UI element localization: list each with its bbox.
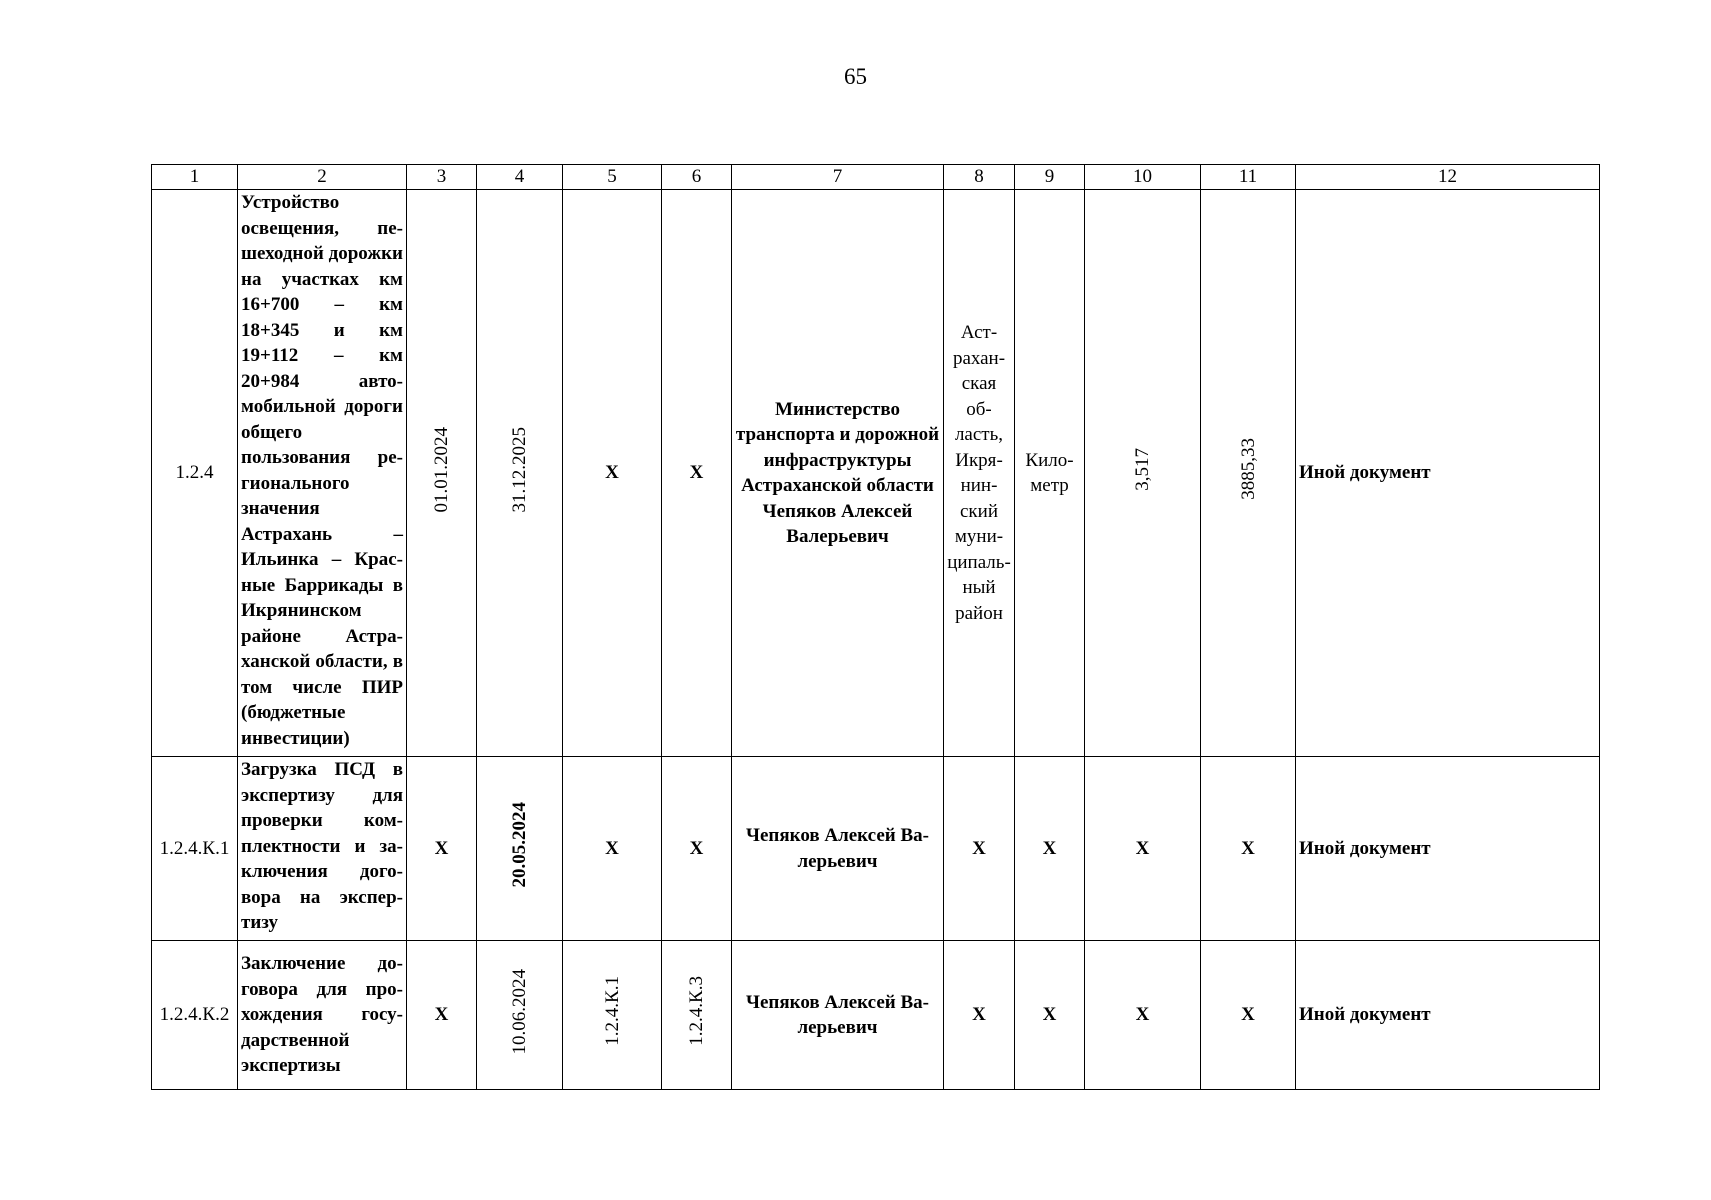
column-number: 10 [1085,165,1201,190]
document-type: Иной документ [1296,757,1600,941]
row-code: 1.2.4.К.1 [152,757,238,941]
cell-6: Х [662,190,732,757]
column-number: 12 [1296,165,1600,190]
cell-6: Х [662,757,732,941]
end-date: 10.06.2024 [477,941,563,1090]
table-row [152,941,1600,1090]
page-number: 65 [844,64,867,89]
table-row [152,757,1600,941]
territory: Астраханская область, Икрянинский муниципальный район [944,190,1015,757]
start-date: Х [407,757,477,941]
cell-5: 1.2.4.К.1 [563,941,662,1090]
cost: Х [1201,941,1296,1090]
column-number: 2 [238,165,407,190]
document-type: Иной документ [1296,190,1600,757]
column-number: 5 [563,165,662,190]
plan-table [151,164,1600,1090]
activity-name: Загрузка ПСД в экспертизу для проверки комплектности и заключения договора на экспертизу [238,757,407,941]
start-date: 01.01.2024 [407,190,477,757]
activity-name: Устройство освещения, пешеходной дорожки на участках км 16+700 – км 18+345 и км 19+112 – км 20+984 автомобильной дороги общего пользования регионального значения Астрахань – Ильинка – Красные Баррикады в Икрянинском районе Астраханской области, в том числе ПИР (бюджетные инвестиции) [238,190,407,757]
value: 3,517 [1085,190,1201,757]
unit: Х [1015,941,1085,1090]
cell-6: 1.2.4.К.3 [662,941,732,1090]
cost: 3885,33 [1201,190,1296,757]
column-number: 11 [1201,165,1296,190]
column-number: 7 [732,165,944,190]
column-number: 4 [477,165,563,190]
value: Х [1085,941,1201,1090]
column-number: 6 [662,165,732,190]
value: Х [1085,757,1201,941]
column-number: 9 [1015,165,1085,190]
end-date: 20.05.2024 [477,757,563,941]
responsible: Чепяков Алексей Валерьевич [732,757,944,941]
activity-name: Заключение договора для прохождения государственной экспертизы [238,941,407,1090]
cell-5: Х [563,757,662,941]
territory: Х [944,757,1015,941]
column-number: 3 [407,165,477,190]
cost: Х [1201,757,1296,941]
responsible: Чепяков Алексей Валерьевич [732,941,944,1090]
row-code: 1.2.4.К.2 [152,941,238,1090]
end-date: 31.12.2025 [477,190,563,757]
document-type: Иной документ [1296,941,1600,1090]
column-number-row [152,165,1600,190]
responsible: Министерство транспорта и дорожной инфраструктуры Астраханской области Чепяков Алексей Валерьевич [732,190,944,757]
column-number: 1 [152,165,238,190]
unit: Километр [1015,190,1085,757]
unit: Х [1015,757,1085,941]
table-row [152,190,1600,757]
cell-5: Х [563,190,662,757]
territory: Х [944,941,1015,1090]
row-code: 1.2.4 [152,190,238,757]
column-number: 8 [944,165,1015,190]
start-date: Х [407,941,477,1090]
